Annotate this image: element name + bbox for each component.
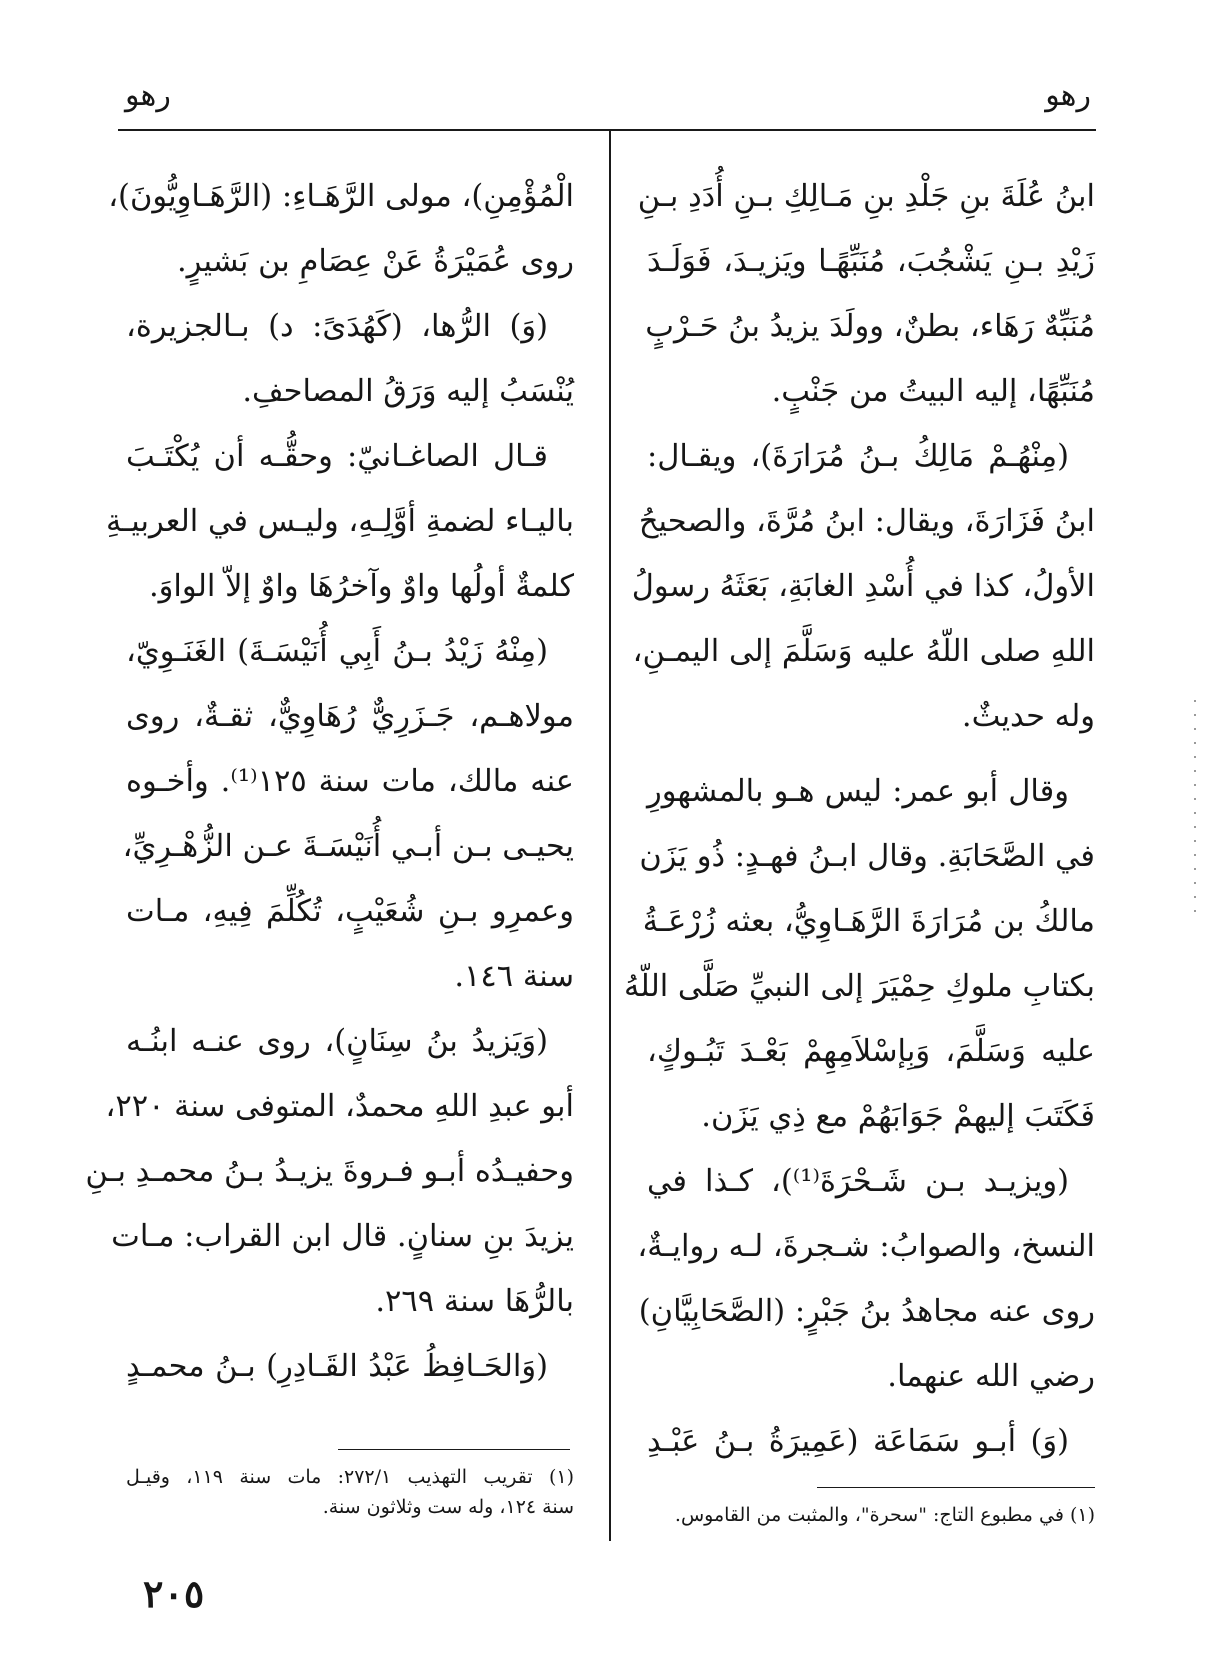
text-line: وله حديثٌ. [961, 699, 1095, 734]
text-line: (وَ) الرُّها، (كَهُدَىً: د) بـالجزيرة، [126, 309, 548, 344]
text-line: وقال أبو عمر: ليس هـو بالمشهورِ [647, 774, 1069, 809]
running-header-left: رهو [125, 78, 171, 113]
text-line: مُنَبِّهًا، إليه البيتُ من جَنْبٍ. [771, 374, 1095, 409]
text-line: عليه وَسَلَّمَ، وَبِإسْلاَمِهِمْ بَعْـدَ تَبُـوكٍ، [647, 1034, 1095, 1069]
text-line: ابنُ عُلَةَ بنِ جَلْدِ بنِ مَـالِكِ بـنِ أُدَدِ بـنِ [637, 179, 1095, 214]
text-line: في الصَّحَابَةِ. وقال ابـنُ فهـدٍ: ذُو يَزَن [639, 839, 1095, 874]
text-line: يزيدَ بنِ سنانٍ. قال ابن القراب: مـات [111, 1219, 574, 1254]
footnote-left [126, 1462, 574, 1522]
header-rule [118, 129, 1096, 131]
text-line: (وَيَزيدُ بنُ سِنَانٍ)، روى عنـه ابنُـه [126, 1024, 548, 1059]
text-line: النسخ، والصوابُ: شـجرةَ، لـه روايـةٌ، [637, 1229, 1095, 1264]
text-line: وحفيـدُه أبـو فـروةَ يزيـدُ بـنُ محمـدِ بـنِ [85, 1154, 574, 1189]
text-line: رضي الله عنهما. [887, 1359, 1095, 1394]
text-line: زَيْدِ بـنِ يَشْجُبَ، مُنَبِّهًـا ويَزيـدَ، فَوَلَـدَ [647, 244, 1095, 279]
text-line: يحيـى بـن أبـي أُنَيْسَـةَ عـن الزُّهْـرِيِّ، [122, 829, 574, 864]
footnote-rule-left [338, 1449, 570, 1450]
text-line: سنة ١٤٦. [454, 959, 574, 994]
footnote-line: (١) في مطبوع التاج: "سحرة"، والمثبت من القاموس. [674, 1504, 1095, 1526]
page-number: ٢٠٥ [143, 1571, 205, 1616]
text-line: باليـاء لضمةِ أوَّلِـهِ، وليـس في العربيـةِ [105, 504, 574, 539]
text-line: (ويزيـد بـن شَـحْرَةَ⁽¹⁾)، كـذا في [647, 1164, 1069, 1199]
text-line: مالكُ بن مُرَارَةَ الرَّهَـاوِيُّ، بعثه زُرْعَـةُ [642, 904, 1095, 939]
text-line: يُنْسَبُ إليه وَرَقُ المصاحفِ. [242, 374, 574, 409]
scan-edge-marks [1192, 700, 1196, 1220]
column-divider [609, 131, 611, 1541]
text-line: روى عُمَيْرَةُ عَنْ عِصَامِ بن بَشيرٍ. [176, 244, 574, 279]
running-header-right: رهو [1045, 78, 1091, 113]
footnote-right [647, 1500, 1095, 1530]
text-line: (مِنْهُـمْ مَالِكُ بـنُ مُرَارَةَ)، ويقـال: [647, 439, 1069, 474]
text-line: فَكَتَبَ إليهمْ جَوَابَهُمْ مع ذِي يَزَن. [701, 1099, 1095, 1134]
text-line: عنه مالك، مات سنة ١٢٥⁽¹⁾. وأخـوه [126, 764, 575, 799]
footnote-line: (١) تقريب التهذيب ٢٧٢/١: مات سنة ١١٩، وقيـل [126, 1466, 575, 1488]
text-line: قـال الصاغـانيّ: وحقُّـه أن يُكْتَـبَ [126, 439, 548, 474]
text-line: اللهِ صلى اللّهُ عليه وَسَلَّمَ إلى اليمـنِ، [632, 634, 1095, 669]
text-line: وعمرِو بـنِ شُعَيْبٍ، تُكُلِّمَ فِيهِ، مـات [126, 894, 574, 929]
text-line: الأولُ، كذا في أُسْدِ الغابَةِ، بَعَثَهُ رسولُ [631, 569, 1095, 604]
footnote-rule-right [817, 1487, 1095, 1488]
left-column [85, 164, 575, 1399]
text-line: روى عنه مجاهدُ بنُ جَبْرٍ: (الصَّحَابِيَّانِ) [638, 1294, 1095, 1329]
text-line: (مِنْهُ زَيْدُ بـنُ أَبِي أُنَيْسَـةَ) الغَنَـوِيّ، [126, 634, 548, 669]
text-line: الْمُؤْمِنِ)، مولى الرَّهَـاءِ: (الرَّهَـاوِيُّونَ)، [108, 179, 574, 214]
text-line: بكتابِ ملوكِ حِمْيَرَ إلى النبيِّ صَلَّى اللّهُ [624, 969, 1095, 1004]
text-line: مولاهـم، جَـزَرِيٌّ رُهَاوِيٌّ، ثقـةٌ، روى [126, 699, 574, 734]
text-line: بالرُّهَا سنة ٢٦٩. [375, 1284, 574, 1319]
text-line: أبو عبدِ اللهِ محمدٌ، المتوفى سنة ٢٢٠، [105, 1089, 574, 1124]
text-line: (وَ) أبـو سَمَاعَة (عَمِيرَةُ بـنُ عَبْـدِ [647, 1424, 1069, 1459]
footnote-line: سنة ١٢٤، وله ست وثلاثون سنة. [322, 1496, 574, 1518]
right-column [624, 164, 1095, 1474]
text-line: مُنَبِّهٌ رَهَاء، بطنٌ، وولَدَ يزيدُ بنُ حَـرْبٍ [645, 309, 1095, 344]
text-line: ابنُ فَزَارَةَ، ويقال: ابنُ مُرَّةَ، والصحيحُ [638, 504, 1095, 539]
text-line: (وَالحَـافِظُ عَبْدُ القَـادِرِ) بـنُ محمـدٍ [126, 1349, 548, 1384]
text-line: كلمةٌ أولُها واوٌ وآخرُهَا واوٌ إلاّ الواوَ. [148, 569, 574, 604]
